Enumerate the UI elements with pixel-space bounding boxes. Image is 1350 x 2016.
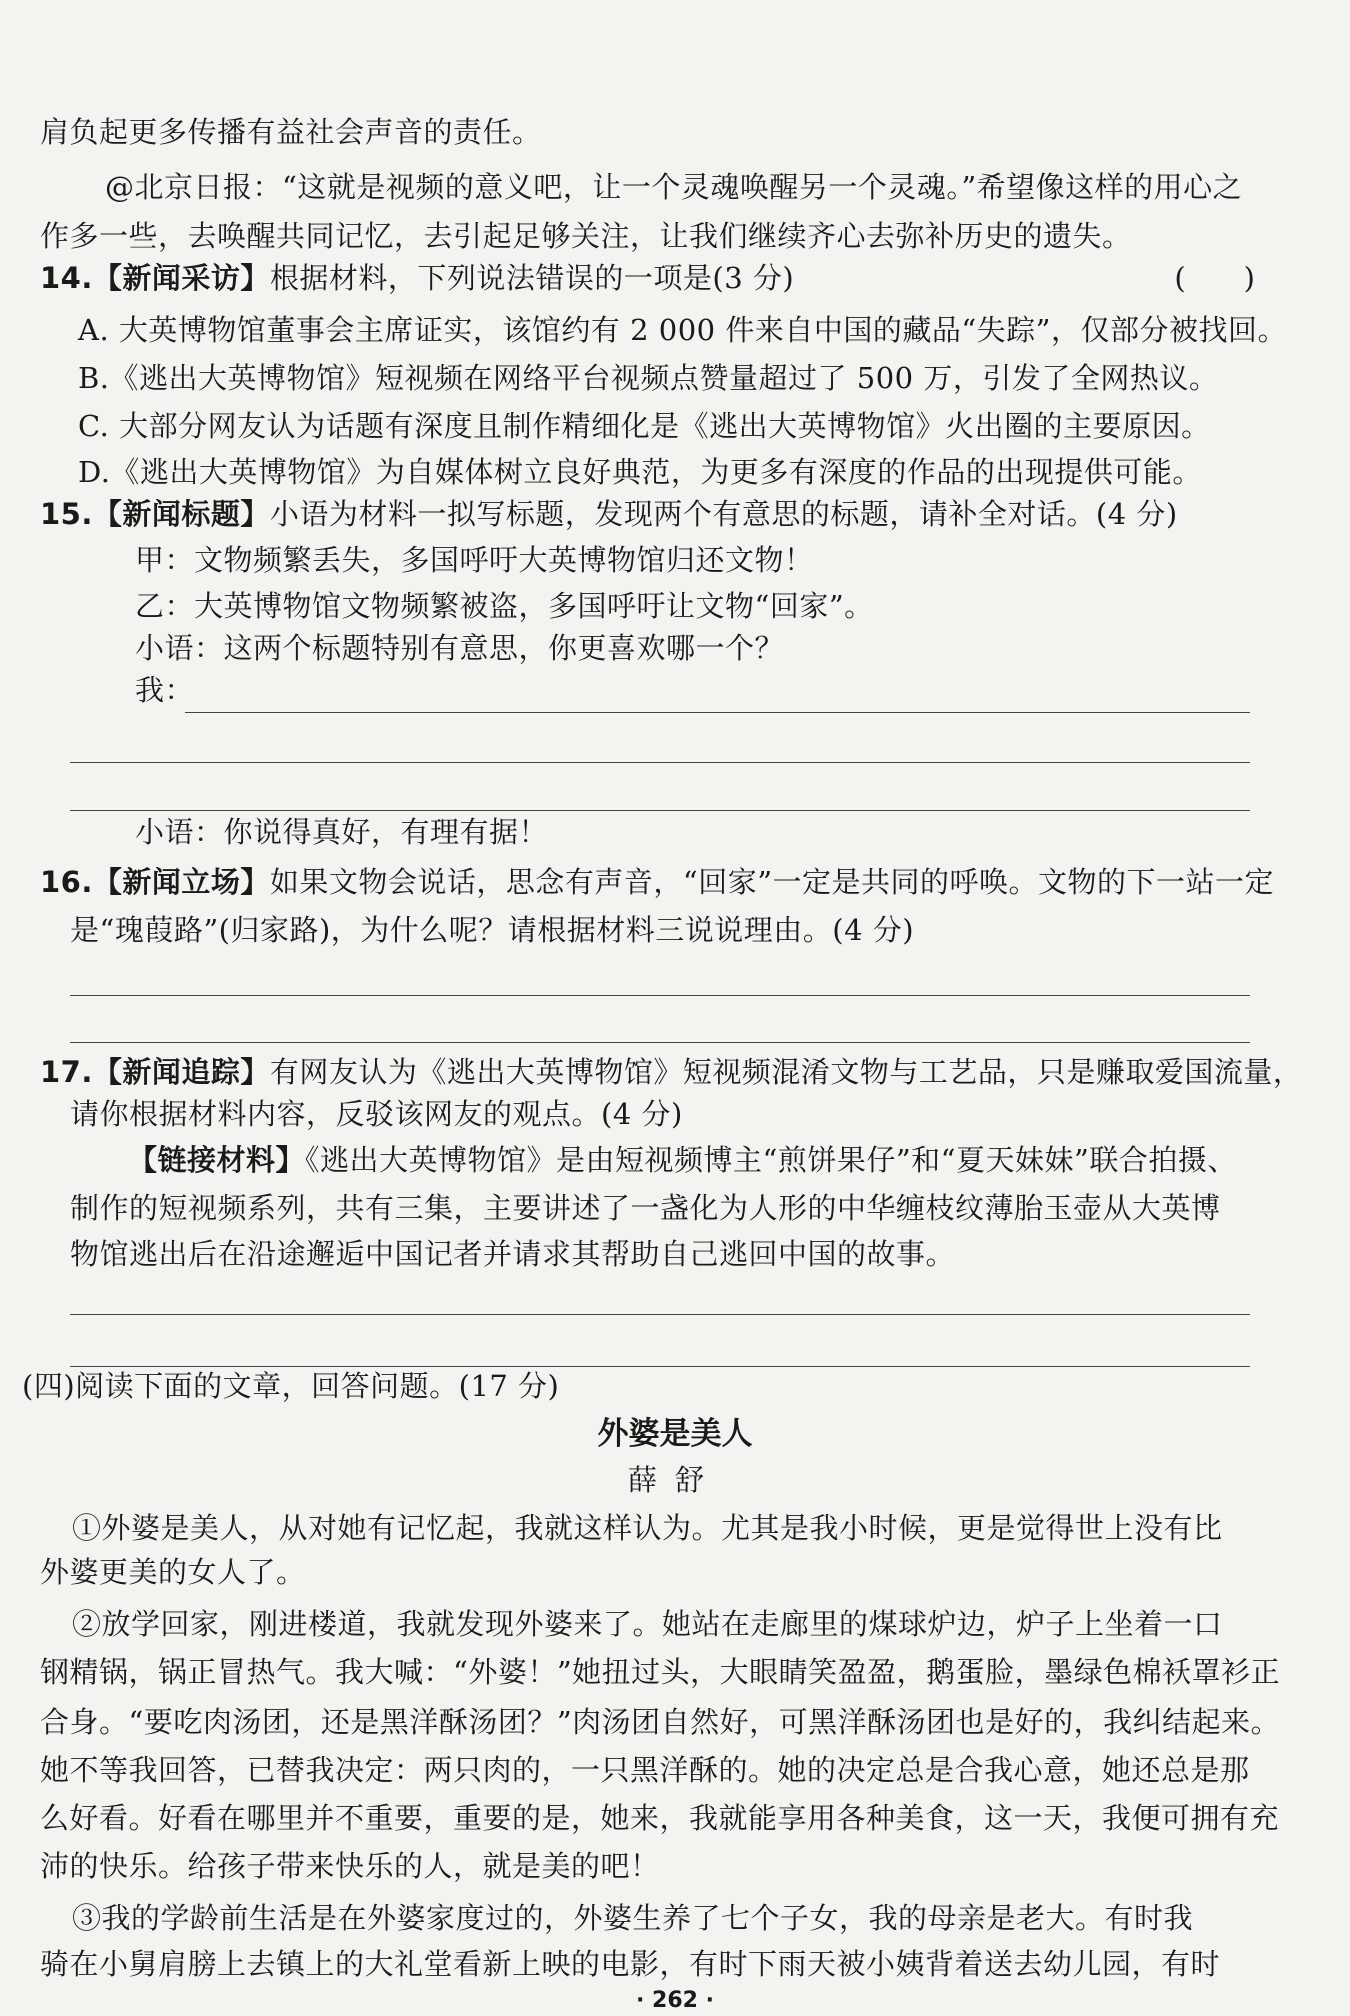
article-author: 薛舒 (627, 1463, 722, 1497)
intro-line: 肩负起更多传播有益社会声音的责任。 (40, 115, 542, 149)
option-c: C. 大部分网友认为话题有深度且制作精细化是《逃出大英博物馆》火出圈的主要原因。 (78, 409, 1211, 443)
section-heading: (四)阅读下面的文章，回答问题。(17 分) (22, 1369, 560, 1403)
paragraph-1-line: 外婆更美的女人了。 (40, 1555, 306, 1589)
question-tag: 【新闻采访】 (92, 261, 270, 295)
question-tag: 【新闻追踪】 (92, 1055, 270, 1089)
option-d: D.《逃出大英博物馆》为自媒体树立良好典范，为更多有深度的作品的出现提供可能。 (78, 455, 1202, 489)
question-stem: 根据材料，下列说法错误的一项是(3 分) (269, 261, 795, 295)
question-stem: 小语为材料一拟写标题，发现两个有意思的标题，请补全对话。(4 分) (269, 497, 1178, 531)
question-stem-cont: 请你根据材料内容，反驳该网友的观点。(4 分) (70, 1097, 683, 1131)
question-stem: 有网友认为《逃出大英博物馆》短视频混淆文物与工艺品，只是赚取爱国流量， (269, 1055, 1303, 1089)
answer-line[interactable] (185, 712, 1250, 713)
paragraph-2-line: 合身。“要吃肉汤团，还是黑洋酥汤团？”肉汤团自然好，可黑洋酥汤团也是好的，我纠结起来。 (40, 1705, 1281, 1739)
page-number: · 262 · (636, 1988, 714, 2013)
question-tag: 【新闻立场】 (92, 865, 270, 899)
question-stem: 如果文物会说话，思念有声音，“回家”一定是共同的呼唤。文物的下一站一定 (269, 865, 1275, 899)
question-tag: 【新闻标题】 (92, 497, 270, 531)
paragraph-2-line: 么好看。好看在哪里并不重要，重要的是，她来，我就能享用各种美食，这一天，我便可拥有充 (40, 1801, 1280, 1835)
quote-line: @北京日报：“这就是视频的意义吧，让一个灵魂唤醒另一个灵魂。”希望像这样的用心之 (105, 170, 1243, 204)
dialogue-jia: 甲：文物频繁丢失，多国呼吁大英博物馆归还文物！ (135, 543, 814, 577)
dialogue-wo-label: 我： (135, 673, 195, 707)
link-material-tag: 【链接材料】 (128, 1143, 306, 1177)
article-title: 外婆是美人 (597, 1416, 753, 1452)
answer-parenthesis[interactable]: ( ) (1174, 261, 1255, 295)
answer-line[interactable] (70, 762, 1250, 763)
question-15 (40, 494, 1178, 534)
link-material-text: 《逃出大英博物馆》是由短视频博主“煎饼果仔”和“夏天妹妹”联合拍摄、 (305, 1143, 1237, 1177)
dialogue-yi: 乙：大英博物馆文物频繁被盗，多国呼吁让文物“回家”。 (135, 589, 874, 623)
answer-line[interactable] (70, 995, 1250, 996)
answer-line[interactable] (70, 810, 1250, 811)
paragraph-3-line: 骑在小舅肩膀上去镇上的大礼堂看新上映的电影，有时下雨天被小姨背着送去幼儿园，有时 (40, 1947, 1221, 1981)
paragraph-2-line: ②放学回家，刚进楼道，我就发现外婆来了。她站在走廊里的煤球炉边，炉子上坐着一口 (72, 1607, 1223, 1641)
paragraph-2-line: 钢精锅，锅正冒热气。我大喊：“外婆！”她扭过头，大眼睛笑盈盈，鹅蛋脸，墨绿色棉袄罩衫正 (40, 1655, 1281, 1689)
question-number: 15. (40, 497, 93, 531)
question-14 (40, 258, 794, 298)
option-a: A. 大英博物馆董事会主席证实，该馆约有 2 000 件来自中国的藏品“失踪”，仅部分被找回。 (78, 313, 1287, 347)
question-stem-cont: 是“瑰葭路”(归家路)，为什么呢？请根据材料三说说理由。(4 分) (70, 913, 915, 947)
answer-line[interactable] (70, 1042, 1250, 1043)
paragraph-3-line: ③我的学龄前生活是在外婆家度过的，外婆生养了七个子女，我的母亲是老大。有时我 (72, 1901, 1194, 1935)
dialogue-xiaoyu-reply: 小语：你说得真好，有理有据！ (135, 815, 549, 849)
question-number: 16. (40, 865, 93, 899)
link-material-text: 制作的短视频系列，共有三集，主要讲述了一盏化为人形的中华缠枝纹薄胎玉壶从大英博 (70, 1191, 1221, 1225)
question-number: 17. (40, 1055, 93, 1089)
paragraph-2-line: 沛的快乐。给孩子带来快乐的人，就是美的吧！ (40, 1849, 660, 1883)
answer-line[interactable] (70, 1314, 1250, 1315)
question-number: 14. (40, 261, 93, 295)
question-17 (40, 1052, 1302, 1092)
link-material (128, 1140, 1237, 1180)
paragraph-1-line: ①外婆是美人，从对她有记忆起，我就这样认为。尤其是我小时候，更是觉得世上没有比 (72, 1511, 1223, 1545)
quote-line: 作多一些，去唤醒共同记忆，去引起足够关注，让我们继续齐心去弥补历史的遗失。 (40, 219, 1132, 253)
paragraph-2-line: 她不等我回答，已替我决定：两只肉的，一只黑洋酥的。她的决定总是合我心意，她还总是那 (40, 1753, 1250, 1787)
option-b: B.《逃出大英博物馆》短视频在网络平台视频点赞量超过了 500 万，引发了全网热议。 (78, 361, 1219, 395)
link-material-text: 物馆逃出后在沿途邂逅中国记者并请求其帮助自己逃回中国的故事。 (70, 1237, 956, 1271)
question-16 (40, 862, 1274, 902)
dialogue-xiaoyu: 小语：这两个标题特别有意思，你更喜欢哪一个？ (135, 631, 785, 665)
